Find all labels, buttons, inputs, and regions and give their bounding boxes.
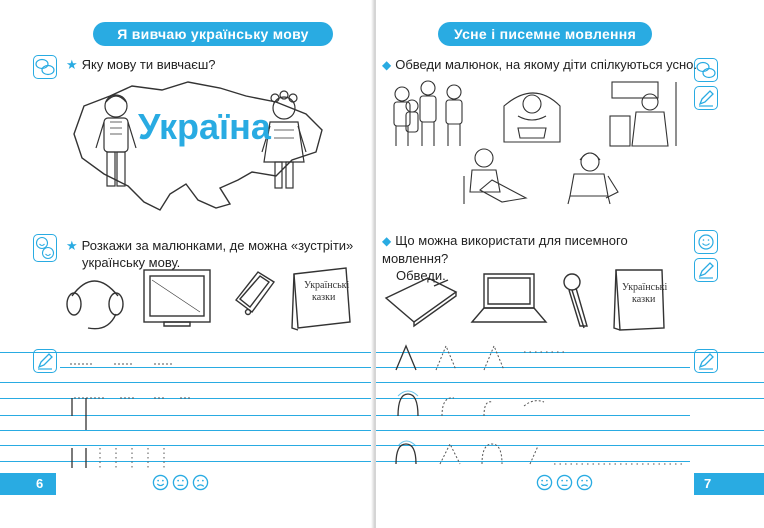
writing-tools-row bbox=[384, 266, 684, 336]
smiley-face-icon bbox=[694, 230, 718, 254]
tracing-shapes bbox=[384, 340, 694, 470]
smiley-face-icon bbox=[33, 234, 57, 262]
smartphone-icon bbox=[236, 272, 274, 315]
self-assessment-faces[interactable] bbox=[536, 474, 593, 491]
task-text-continued: українську мову. bbox=[82, 255, 181, 270]
diamond-icon: ◆ bbox=[382, 58, 392, 72]
task-text: Яку мову ти вивчаєш? bbox=[81, 57, 216, 72]
task-text: Обведи малюнок, на якому діти спілкуються усно. bbox=[395, 57, 697, 72]
neutral-face-icon[interactable] bbox=[556, 474, 573, 491]
page-number-right: 7 bbox=[694, 473, 764, 495]
task-text: Розкажи за малюнками, де можна «зустріти» bbox=[81, 238, 354, 253]
television-icon bbox=[144, 270, 210, 326]
left-page-title: Я вивчаю українську мову bbox=[93, 22, 333, 46]
book-title-line2: казки bbox=[312, 292, 336, 303]
right-page bbox=[376, 0, 764, 528]
book-title-line1: Українські bbox=[304, 280, 350, 291]
speech-icon bbox=[694, 58, 718, 82]
notebook-icon bbox=[386, 278, 456, 326]
writing-scene bbox=[464, 149, 526, 204]
neutral-face-icon[interactable] bbox=[172, 474, 189, 491]
star-icon: ★ bbox=[66, 238, 78, 253]
speech-icon bbox=[33, 55, 57, 79]
diamond-icon: ◆ bbox=[382, 234, 392, 248]
page-number-left: 6 bbox=[0, 473, 56, 495]
book-title-line2: казки bbox=[632, 294, 656, 305]
sad-face-icon[interactable] bbox=[192, 474, 209, 491]
tracing-marks bbox=[64, 352, 364, 472]
kitchen-scene bbox=[610, 82, 676, 146]
media-pictures-row bbox=[64, 266, 354, 336]
sad-face-icon[interactable] bbox=[576, 474, 593, 491]
self-assessment-faces[interactable] bbox=[152, 474, 209, 491]
pencil-icon bbox=[694, 86, 718, 110]
pencil-icon bbox=[694, 258, 718, 282]
happy-face-icon[interactable] bbox=[536, 474, 553, 491]
headphones-icon bbox=[67, 281, 123, 329]
right-page-title: Усне і писемне мовлення bbox=[438, 22, 652, 46]
reading-scene bbox=[504, 93, 560, 142]
microphone-icon bbox=[564, 274, 587, 328]
ukraine-map-label: Україна bbox=[138, 106, 271, 147]
task-text: Що можна використати для писемного мовлення? bbox=[382, 233, 628, 266]
task-circle-oral-speech bbox=[382, 56, 697, 74]
speech-scenes-illustration bbox=[384, 76, 690, 206]
listening-scene bbox=[568, 153, 618, 204]
book-title-line1: Українські bbox=[622, 282, 668, 293]
task-text-continued: Обведи. bbox=[396, 268, 446, 283]
children-talking-scene bbox=[394, 81, 462, 146]
happy-face-icon[interactable] bbox=[152, 474, 169, 491]
laptop-icon bbox=[472, 274, 546, 322]
task-question-language bbox=[66, 56, 216, 73]
star-icon: ★ bbox=[66, 57, 78, 72]
left-page bbox=[0, 0, 374, 528]
